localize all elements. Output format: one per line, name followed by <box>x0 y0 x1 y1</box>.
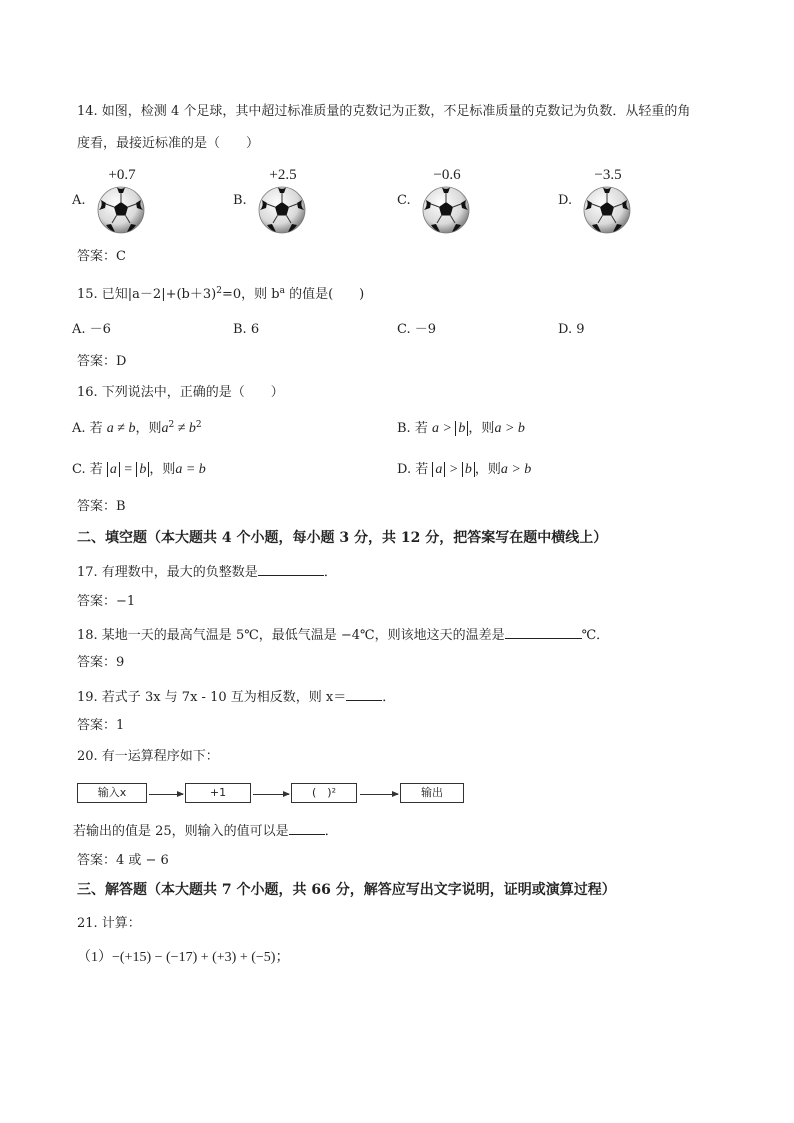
q17-text: 17. 有理数中，最大的负整数是 ． <box>77 565 337 580</box>
soccer-ball-icon <box>258 186 306 237</box>
q16-option-d: D. 若 a > b ，则a > b <box>397 462 532 477</box>
q15-text: 15. 已知$|a-2|+(b+3)^2=0$，则 $b^a$ 的值是( ) <box>77 286 365 302</box>
q20-blank <box>289 822 325 835</box>
q14-text-cont: 度看，最接近标准的是（ ） <box>77 136 260 151</box>
q14-option-value: −0.6 <box>433 167 461 183</box>
q20-answer: 答案：4 或 − 6 <box>77 853 169 868</box>
q14-option-value: +0.7 <box>108 167 136 183</box>
q21-part-1: （1）−(+15) − (−17) + (+3) + (−5)； <box>77 950 290 965</box>
flow-box-square: ( )² <box>291 783 357 803</box>
q20-text: 20. 有一运算程序如下： <box>77 749 219 764</box>
flow-arrow-3 <box>360 794 398 795</box>
q20-text-2: 若输出的值是 25，则输入的值可以是 ． <box>73 824 338 839</box>
q18-answer: 答案：9 <box>77 655 125 670</box>
q18-text: 18. 某地一天的最高气温是 5℃，最低气温是 −4℃，则该地这天的温差是 ℃． <box>77 628 610 643</box>
flow-arrow-2 <box>253 794 289 795</box>
q14-option-label: B. <box>233 193 247 208</box>
q14-answer: 答案：C <box>77 249 126 264</box>
flow-box-input: 输入x <box>77 783 147 803</box>
q16-option-c: C. 若 a = b ，则a = b <box>72 462 206 477</box>
q15-option-a: A. －6 <box>72 322 111 337</box>
q17-blank <box>258 563 324 576</box>
q15-option-b: B. 6 <box>233 322 260 337</box>
q14-option-label: C. <box>397 193 411 208</box>
q18-blank <box>505 626 582 639</box>
soccer-ball-icon <box>422 186 470 237</box>
section-3-heading: 三、解答题（本大题共 7 个小题，共 66 分，解答应写出文字说明，证明或演算过程） <box>77 882 616 898</box>
q14-option-label: D. <box>558 193 573 208</box>
soccer-ball-icon <box>97 186 145 237</box>
flow-box-output: 输出 <box>400 783 464 803</box>
q15-answer: 答案：D <box>77 354 127 369</box>
q14-text: 14. 如图，检测 4 个足球，其中超过标准质量的克数记为正数，不足标准质量的克数记为负数．从轻重的角 <box>77 104 691 119</box>
q17-answer: 答案：−1 <box>77 594 136 609</box>
q16-text: 16. 下列说法中，正确的是（ ） <box>77 385 284 400</box>
q14-option-value: +2.5 <box>269 167 297 183</box>
q19-answer: 答案：1 <box>77 718 125 733</box>
q15-option-d: D. 9 <box>558 322 585 337</box>
q16-option-b: B. 若 a > b ，则a > b <box>397 421 525 436</box>
q21-text: 21. 计算： <box>77 916 141 931</box>
q16-option-a: A. 若 a ≠ b，则$a^2 \ne b^2$ <box>72 420 202 436</box>
q15-option-c: C. －9 <box>397 322 437 337</box>
section-2-heading: 二、填空题（本大题共 4 个小题，每小题 3 分，共 12 分，把答案写在题中横线上） <box>77 530 608 546</box>
q19-blank <box>346 688 382 701</box>
flow-arrow-1 <box>149 794 183 795</box>
q19-text: 19. 若式子 3x 与 7x - 10 互为相反数，则 x＝ ． <box>77 690 396 705</box>
soccer-ball-icon <box>583 186 631 237</box>
q14-option-value: −3.5 <box>594 167 622 183</box>
flow-box-plus-one: +1 <box>185 783 251 803</box>
q16-answer: 答案：B <box>77 499 126 514</box>
q14-option-label: A. <box>72 193 86 208</box>
